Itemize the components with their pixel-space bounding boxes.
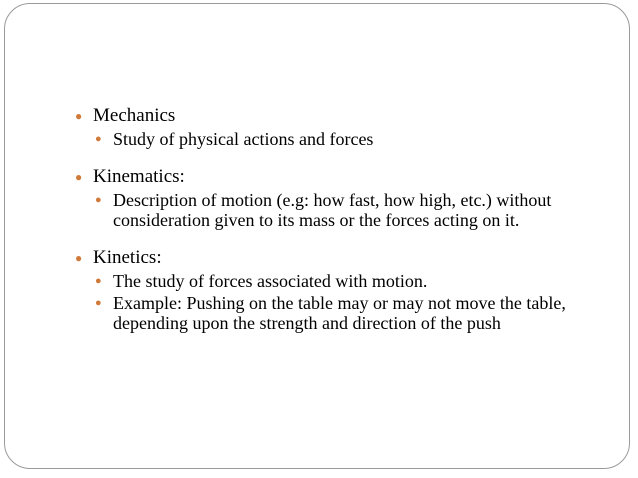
bullet-item-kinematics xyxy=(75,166,615,188)
sub-bullet-item xyxy=(95,190,615,230)
sub-bullet-text: Example: Pushing on the table may or may not move the table, depending upon the strength and direction of the push xyxy=(113,293,566,333)
slide-content xyxy=(75,105,615,335)
bullet-icon: ● xyxy=(95,275,102,287)
bullet-icon: ● xyxy=(95,194,102,206)
section-heading: Kinematics: xyxy=(93,166,185,187)
bullet-icon: ● xyxy=(95,133,102,145)
bullet-item-kinetics xyxy=(75,247,615,269)
section-heading: Kinetics: xyxy=(93,247,162,268)
sub-bullet-text: The study of forces associated with motion. xyxy=(113,271,428,291)
section-kinetics xyxy=(75,247,615,333)
sub-bullet-item xyxy=(95,129,615,149)
sub-bullet-item xyxy=(95,271,615,291)
section-heading: Mechanics xyxy=(93,105,176,126)
sub-bullet-item xyxy=(95,293,615,333)
sub-bullet-text: Description of motion (e.g: how fast, how high, etc.) without consideration given to its mass or the forces acting on it. xyxy=(113,190,552,230)
sub-bullet-text: Study of physical actions and forces xyxy=(113,129,374,149)
bullet-icon: ● xyxy=(95,297,102,309)
slide-frame xyxy=(4,3,630,469)
bullet-icon: ● xyxy=(75,109,83,123)
bullet-icon: ● xyxy=(75,170,83,184)
bullet-item-mechanics xyxy=(75,105,615,127)
bullet-icon: ● xyxy=(75,251,83,265)
section-kinematics xyxy=(75,166,615,230)
section-mechanics xyxy=(75,105,615,149)
